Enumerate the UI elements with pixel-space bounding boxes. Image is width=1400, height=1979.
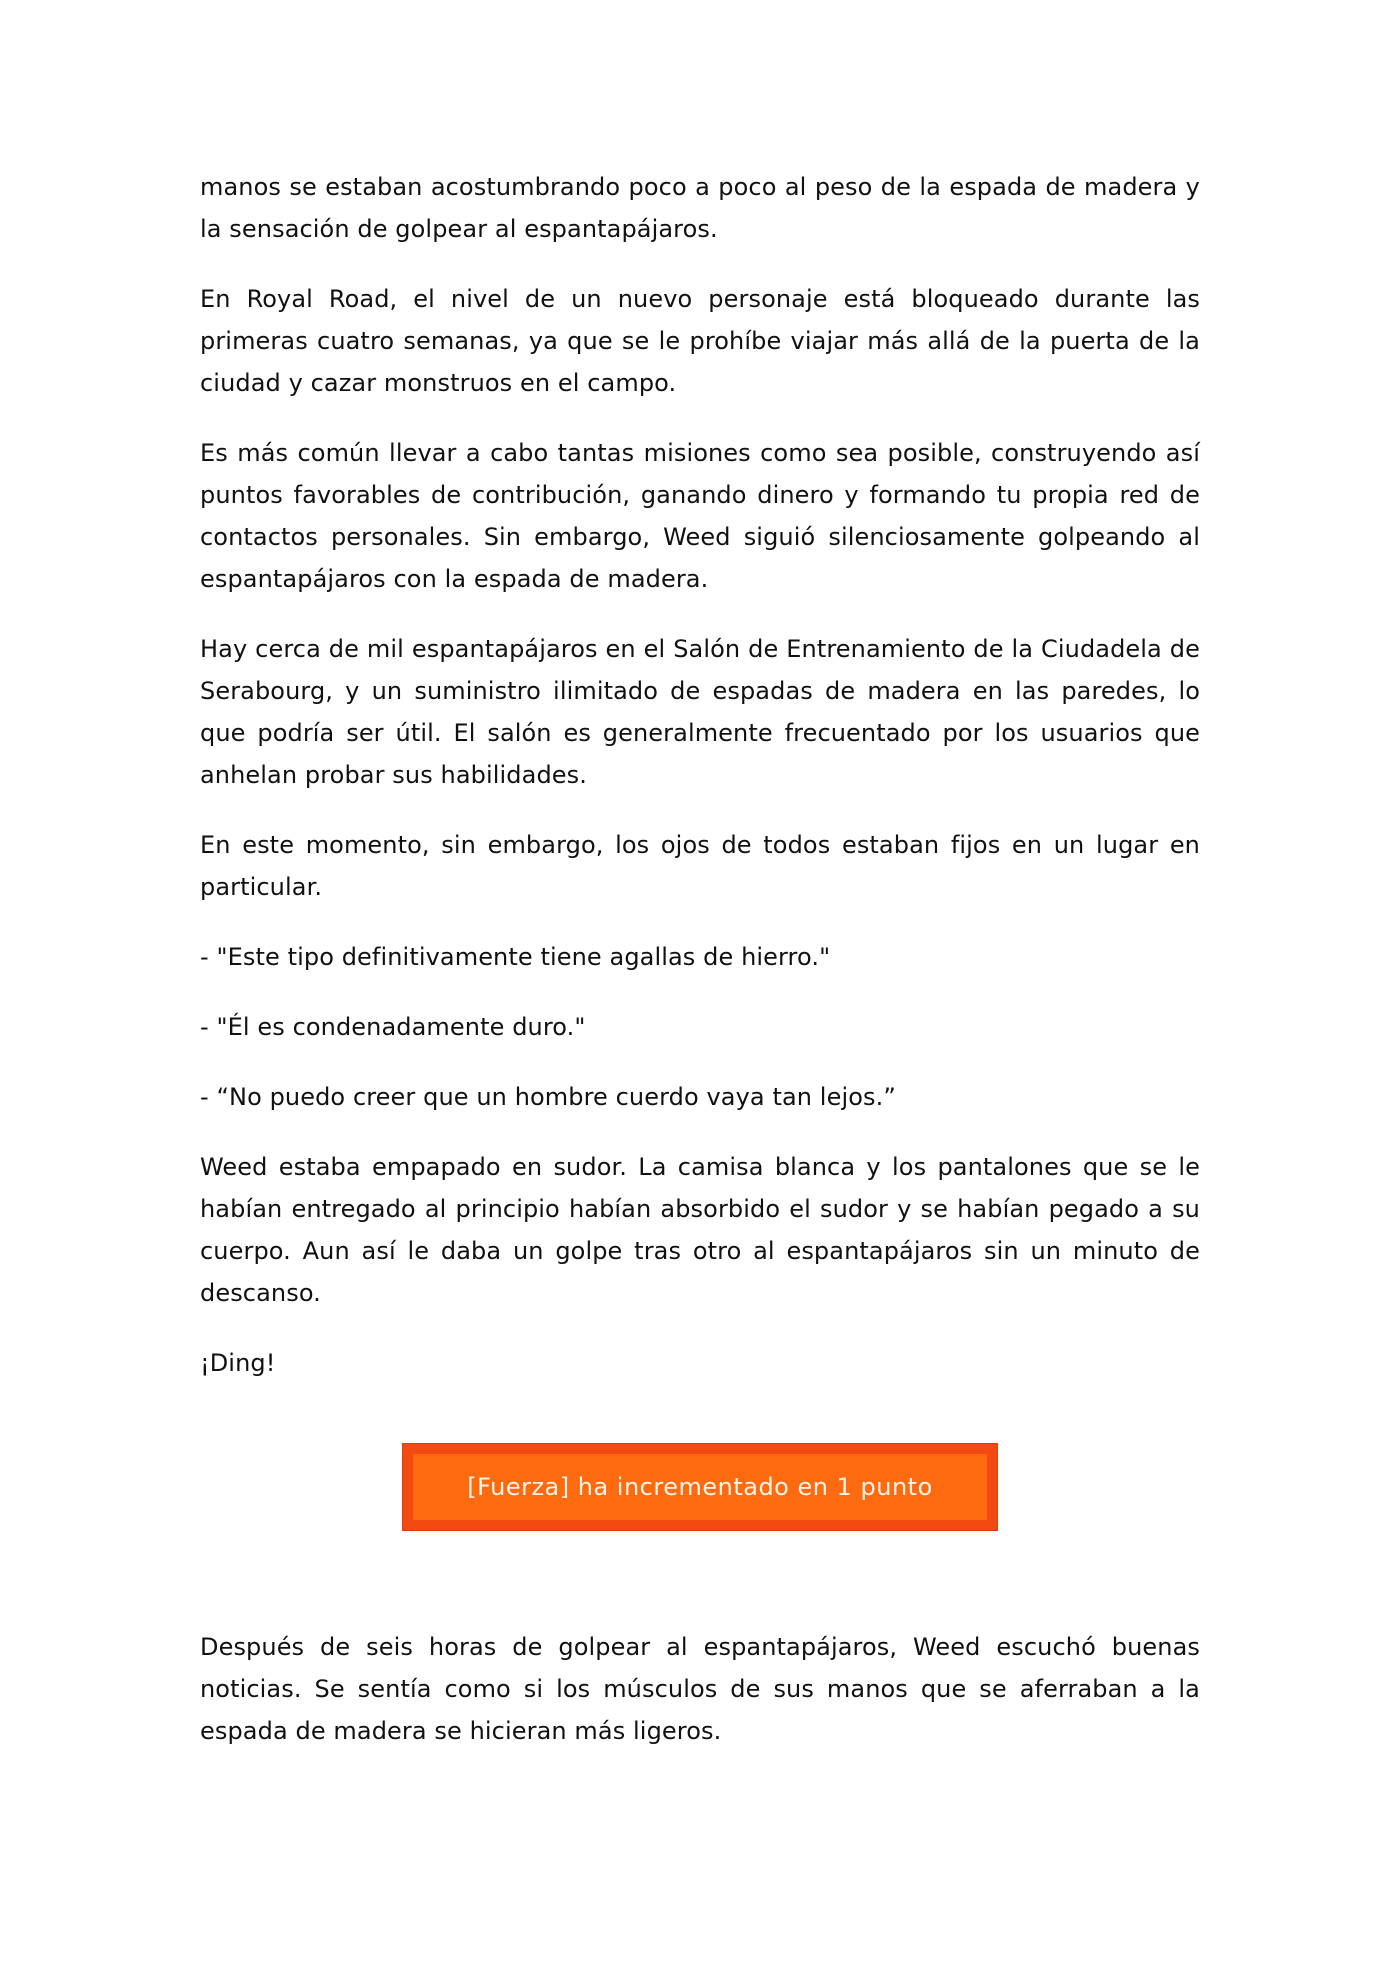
- page-content: [200, 166, 1200, 1780]
- paragraph: manos se estaban acostumbrando poco a poco al peso de la espada de madera y la sensación de golpear al espantapájaros.: [200, 173, 1200, 243]
- dialog-line: - "Este tipo definitivamente tiene agallas de hierro.": [200, 943, 831, 971]
- dialog-line: - "Él es condenadamente duro.": [200, 1013, 586, 1041]
- paragraph: Es más común llevar a cabo tantas misiones como sea posible, construyendo así puntos favorables de contribución, ganando dinero y formando tu propia red de contactos personales. Sin embargo, Weed siguió silenciosamente golpeando al espantapájaros con la espada de madera.: [200, 439, 1200, 593]
- system-notice-text: [Fuerza] ha incrementado en 1 punto: [467, 1473, 933, 1501]
- system-notice-box: [403, 1444, 997, 1530]
- system-notice-container: [200, 1444, 1200, 1530]
- paragraph: En este momento, sin embargo, los ojos de todos estaban fijos en un lugar en particular.: [200, 831, 1200, 901]
- sound-effect-line: ¡Ding!: [200, 1349, 276, 1377]
- paragraph: En Royal Road, el nivel de un nuevo personaje está bloqueado durante las primeras cuatro semanas, ya que se le prohíbe viajar más allá de la puerta de la ciudad y cazar monstruos en el campo.: [200, 285, 1200, 397]
- dialog-line: - “No puedo creer que un hombre cuerdo vaya tan lejos.”: [200, 1083, 896, 1111]
- paragraph: Hay cerca de mil espantapájaros en el Salón de Entrenamiento de la Ciudadela de Serabourg, y un suministro ilimitado de espadas de madera en las paredes, lo que podría ser útil. El salón es generalmente frecuentado por los usuarios que anhelan probar sus habilidades.: [200, 635, 1200, 789]
- paragraph: Weed estaba empapado en sudor. La camisa blanca y los pantalones que se le habían entregado al principio habían absorbido el sudor y se habían pegado a su cuerpo. Aun así le daba un golpe tras otro al espantapájaros sin un minuto de descanso.: [200, 1153, 1200, 1307]
- paragraph: Después de seis horas de golpear al espantapájaros, Weed escuchó buenas noticias. Se sentía como si los músculos de sus manos que se aferraban a la espada de madera se hicieran más ligeros.: [200, 1633, 1200, 1745]
